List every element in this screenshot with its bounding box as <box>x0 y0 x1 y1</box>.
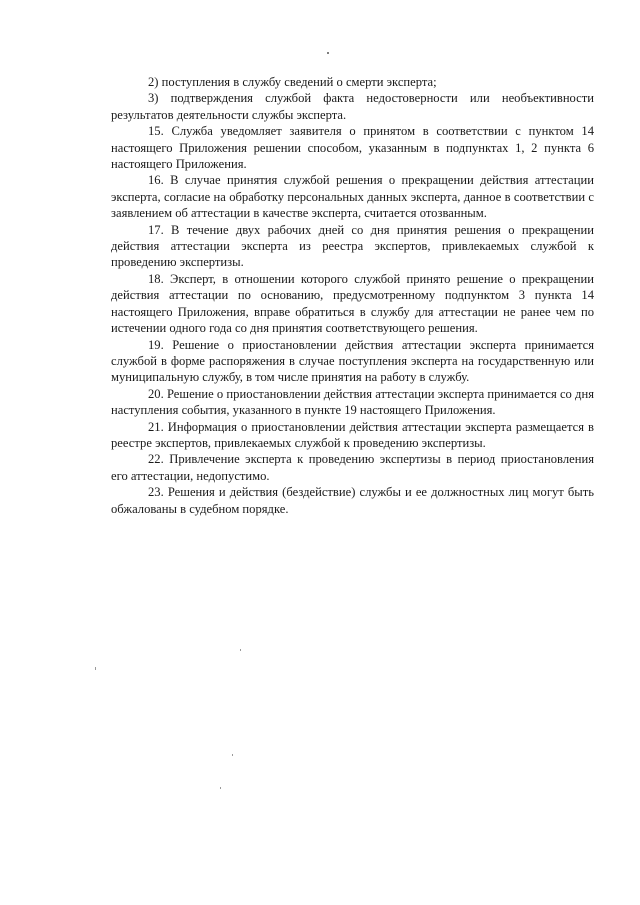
paragraph-16: 16. В случае принятия службой решения о прекращении действия аттестации эксперта, согласие на обработку персональных данных эксперта, данное в соответствии с заявлением об аттестации в качестве эксперта, считается отозванным. <box>111 173 594 221</box>
scan-speck <box>95 667 96 670</box>
paragraph-19: 19. Решение о приостановлении действия аттестации эксперта принимается службой в форме распоряжения в случае поступления эксперта на государственную или муниципальную службу, в том числе принятия на работу в службу. <box>111 337 594 385</box>
paragraph-17: 17. В течение двух рабочих дней со дня принятия решения о прекращении действия аттестации эксперта из реестра экспертов, привлекаемых службой к проведению экспертизы. <box>111 222 594 270</box>
scan-speck <box>232 754 233 756</box>
paragraph-18: 18. Эксперт, в отношении которого службой принято решение о прекращении действия аттестации по основанию, предусмотренному подпунктом 3 пункта 14 настоящего Приложения, вправе обратиться в службу для аттестации не ранее чем по истечении одного года со дня принятия соответствующего решения. <box>111 271 594 336</box>
paragraph-15: 15. Служба уведомляет заявителя о принятом в соответствии с пунктом 14 настоящего Приложения решении способом, указанным в подпунктах 1, 2 пункта 6 настоящего Приложения. <box>111 124 594 172</box>
paragraph-22: 22. Привлечение эксперта к проведению экспертизы в период приостановления его аттестации, недопустимо. <box>111 452 594 483</box>
paragraph-item-2: 2) поступления в службу сведений о смерти эксперта; <box>148 75 437 89</box>
scan-speck <box>220 787 221 789</box>
document-body <box>111 74 594 517</box>
paragraph-21: 21. Информация о приостановлении действия аттестации эксперта размещается в реестре экспертов, привлекаемых службой к проведению экспертизы. <box>111 419 594 450</box>
page-mark <box>327 52 329 54</box>
paragraph-20: 20. Решение о приостановлении действия аттестации эксперта принимается со дня наступления события, указанного в пункте 19 настоящего Приложения. <box>111 386 594 418</box>
scan-speck <box>240 649 241 651</box>
paragraph-23: 23. Решения и действия (бездействие) службы и ее должностных лиц могут быть обжалованы в судебном порядке. <box>111 485 594 516</box>
paragraph-item-3: 3) подтверждения службой факта недостоверности или необъективности результатов деятельности службы эксперта. <box>111 91 594 122</box>
